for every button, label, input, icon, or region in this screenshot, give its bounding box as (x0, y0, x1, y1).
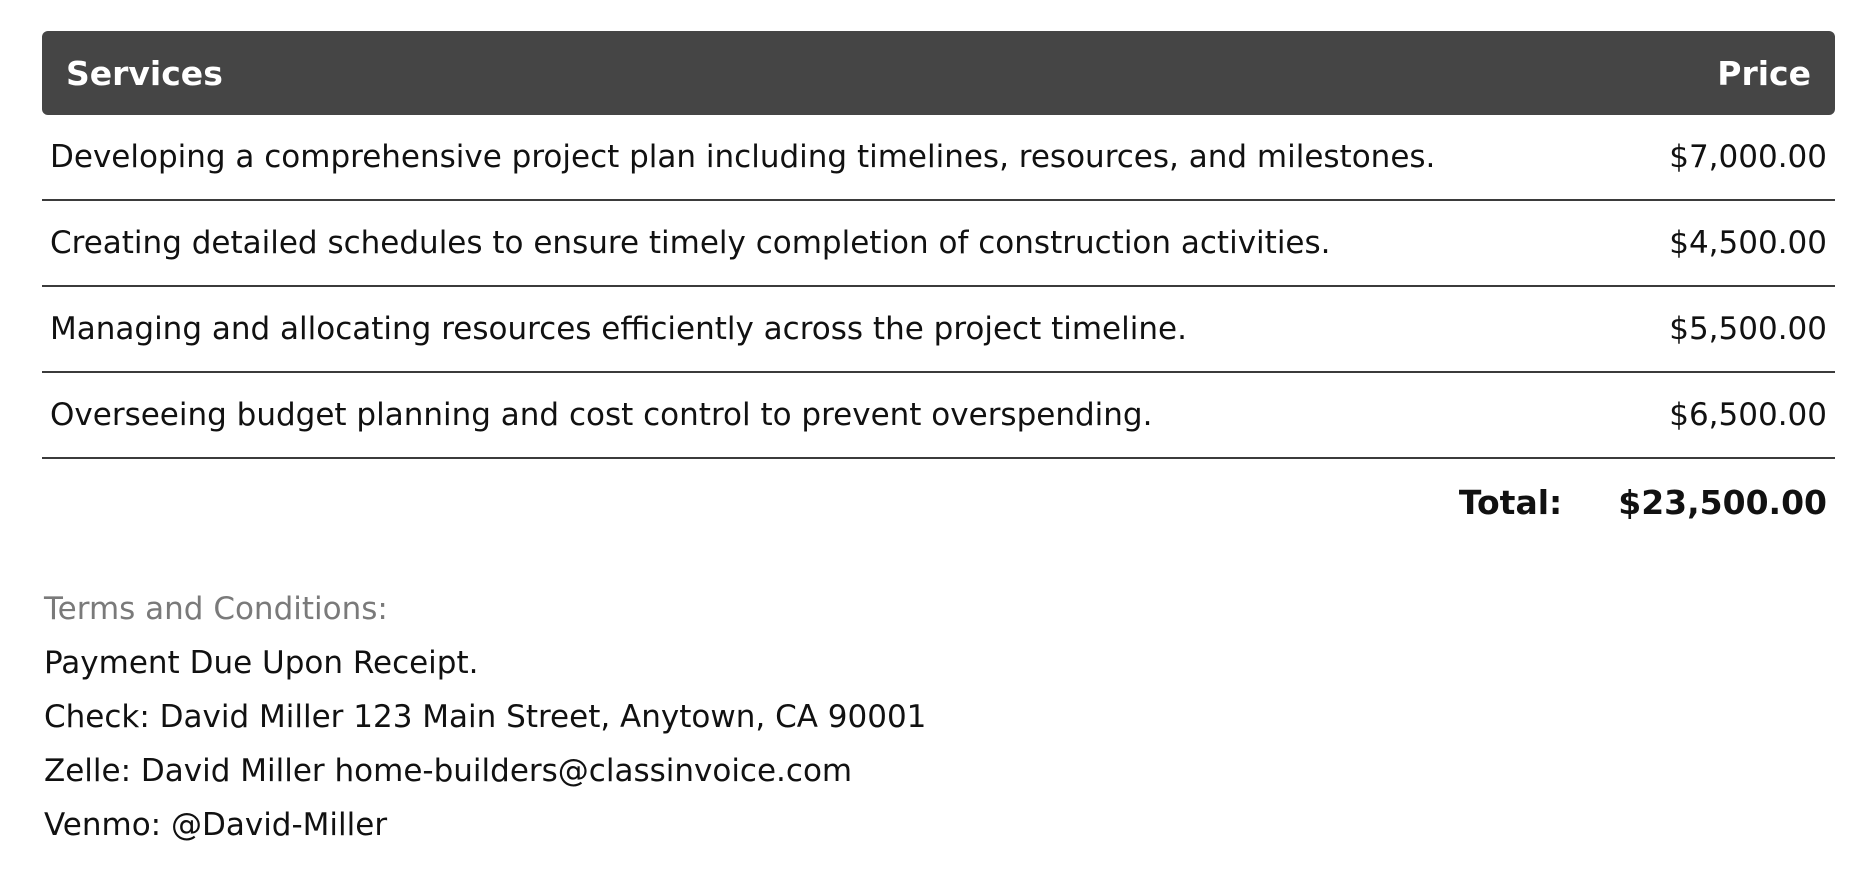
total-amount: $23,500.00 (1618, 482, 1827, 522)
table-body (42, 115, 1835, 459)
terms-section (44, 582, 926, 852)
price-column-header: Price (1717, 53, 1811, 93)
services-table (42, 31, 1835, 545)
total-label: Total: (1458, 482, 1563, 522)
zelle-payment-text: Zelle: David Miller home-builders@classinvoice.com (44, 753, 853, 789)
service-price: $4,500.00 (1669, 225, 1827, 261)
table-row (42, 115, 1835, 201)
service-description: Developing a comprehensive project plan including timelines, resources, and milestones. (50, 139, 1436, 175)
table-row (42, 287, 1835, 373)
venmo-payment-text: Venmo: @David-Miller (44, 807, 388, 843)
service-description: Creating detailed schedules to ensure timely completion of construction activities. (50, 225, 1331, 261)
service-description: Managing and allocating resources efficiently across the project timeline. (50, 311, 1187, 347)
service-description: Overseeing budget planning and cost control to prevent overspending. (50, 397, 1153, 433)
services-column-header: Services (66, 53, 223, 93)
terms-heading: Terms and Conditions: (44, 591, 388, 627)
service-price: $7,000.00 (1669, 139, 1827, 175)
payment-due-text: Payment Due Upon Receipt. (44, 645, 479, 681)
service-price: $6,500.00 (1669, 397, 1827, 433)
service-price: $5,500.00 (1669, 311, 1827, 347)
table-row (42, 373, 1835, 459)
check-payment-text: Check: David Miller 123 Main Street, Anytown, CA 90001 (44, 699, 927, 735)
table-header (42, 31, 1835, 115)
total-row (42, 459, 1835, 545)
table-row (42, 201, 1835, 287)
